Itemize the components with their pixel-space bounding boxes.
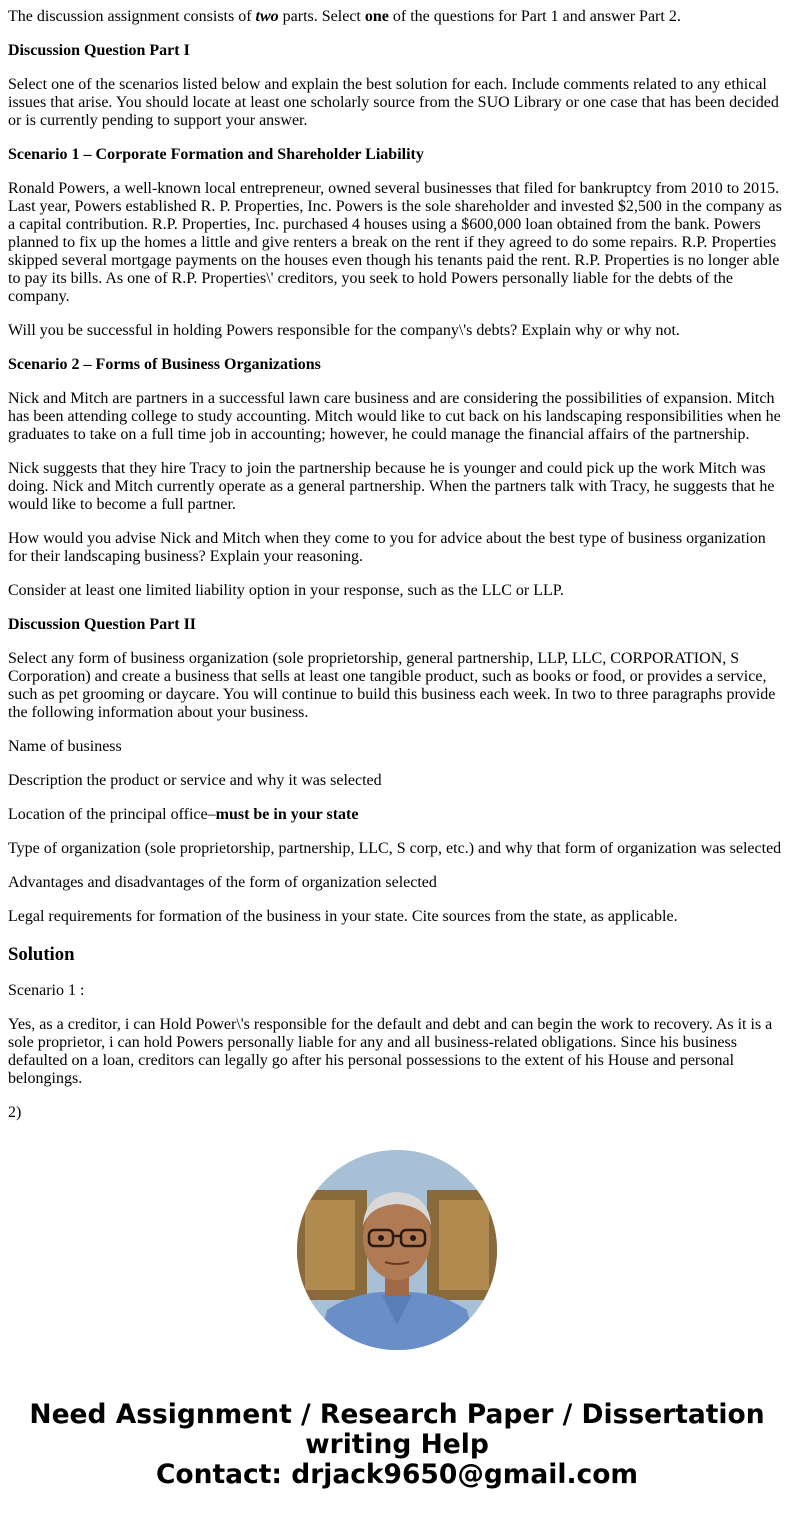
part2-item-legal: Legal requirements for formation of the business in your state. Cite sources from the state, as applicable. [8, 908, 678, 925]
contact-banner [0, 1400, 794, 1490]
intro-text: of the questions for Part 1 and answer Part 2. [388, 8, 681, 25]
scenario1-body: Ronald Powers, a well-known local entrepreneur, owned several businesses that filed for bankruptcy from 2010 to 2015. Last year, Powers established R. P. Properties, Inc. Powers is the sole shareholder and invested $2,500 in the company as a capital contribution. R.P. Properties, Inc. purchased 4 houses using a $600,000 loan obtained from the bank. Powers planned to fix up the homes a little and give renters a break on the rent if they agreed to do some repairs. R.P. Properties skipped several mortgage payments on the houses even though his tenants paid the rent. R.P. Properties is no longer able to pay its bills. As one of R.P. Properties\' creditors, you seek to hold Powers personally liable for the debts of the company. [8, 180, 782, 305]
solution-scenario1-answer: Yes, as a creditor, i can Hold Power\'s responsible for the default and debt and can begin the work to recovery. As it is a sole proprietor, i can hold Powers personally liable for any and all business-related obligations. Since his business defaulted on a loan, creditors can legally go after his personal possessions to the extent of his House and personal belongings. [8, 1016, 773, 1087]
scenario2-paragraph-2: Nick suggests that they hire Tracy to join the partnership because he is younger and could pick up the work Mitch was doing. Nick and Mitch currently operate as a general partnership. When the partners talk with Tracy, he suggests that he would like to become a full partner. [8, 460, 775, 513]
document-page [0, 8, 794, 1122]
scenario1-question: Will you be successful in holding Powers responsible for the company\'s debts? Explain why or why not. [8, 322, 680, 339]
solution-heading: Solution [8, 944, 75, 965]
scenario2-paragraph-4: Consider at least one limited liability option in your response, such as the LLC or LLP. [8, 582, 564, 599]
solution-scenario1-label: Scenario 1 : [8, 982, 85, 999]
portrait-illustration [297, 1150, 497, 1350]
scenario1-heading: Scenario 1 – Corporate Formation and Shareholder Liability [8, 146, 424, 163]
author-photo-container [0, 1150, 794, 1350]
part1-instructions: Select one of the scenarios listed below and explain the best solution for each. Include comments related to any ethical issues that arise. You should locate at least one scholarly source from the SUO Library or one case that has been decided or is currently pending to support your answer. [8, 76, 779, 129]
part2-item-type: Type of organization (sole proprietorship, partnership, LLC, S corp, etc.) and why that form of organization was selected [8, 840, 782, 857]
contact-email: Contact: drjack9650@gmail.com [155, 1459, 639, 1490]
contact-banner-line-2: writing Help [305, 1429, 489, 1460]
part2-heading: Discussion Question Part II [8, 616, 197, 633]
part2-instructions: Select any form of business organization (sole proprietorship, general partnership, LLP, LLC, CORPORATION, S Corporation) and create a business that sells at least one tangible product, such as books or food, or provides a service, such as pet grooming or daycare. You will continue to build this business each week. In two to three paragraphs provide the following information about your business. [8, 650, 776, 721]
intro-bold-one: one [364, 8, 389, 25]
intro-paragraph [8, 8, 786, 26]
solution-scenario2-label: 2) [8, 1104, 22, 1121]
author-photo [297, 1150, 497, 1350]
intro-text: parts. Select [278, 8, 365, 25]
scenario2-paragraph-3: How would you advise Nick and Mitch when they come to you for advice about the best type of business organization for their landscaping business? Explain your reasoning. [8, 530, 766, 565]
part2-item-description: Description the product or service and why it was selected [8, 772, 382, 789]
intro-text: The discussion assignment consists of [8, 8, 256, 25]
part1-heading: Discussion Question Part I [8, 42, 190, 59]
scenario2-paragraph-1: Nick and Mitch are partners in a successful lawn care business and are considering the possibilities of expansion. Mitch has been attending college to study accounting. Mitch would like to cut back on his landscaping responsibilities when he graduates to take on a full time job in accounting; however, he could manage the financial affairs of the partnership. [8, 390, 781, 443]
scenario2-heading: Scenario 2 – Forms of Business Organizations [8, 356, 321, 373]
part2-item-location: Location of the principal office–must be in your state [8, 806, 359, 823]
part2-item-advantages: Advantages and disadvantages of the form of organization selected [8, 874, 437, 891]
part2-item-name: Name of business [8, 738, 122, 755]
contact-banner-line-1: Need Assignment / Research Paper / Dissertation [29, 1399, 765, 1430]
intro-emphasis-two: two [255, 8, 279, 25]
